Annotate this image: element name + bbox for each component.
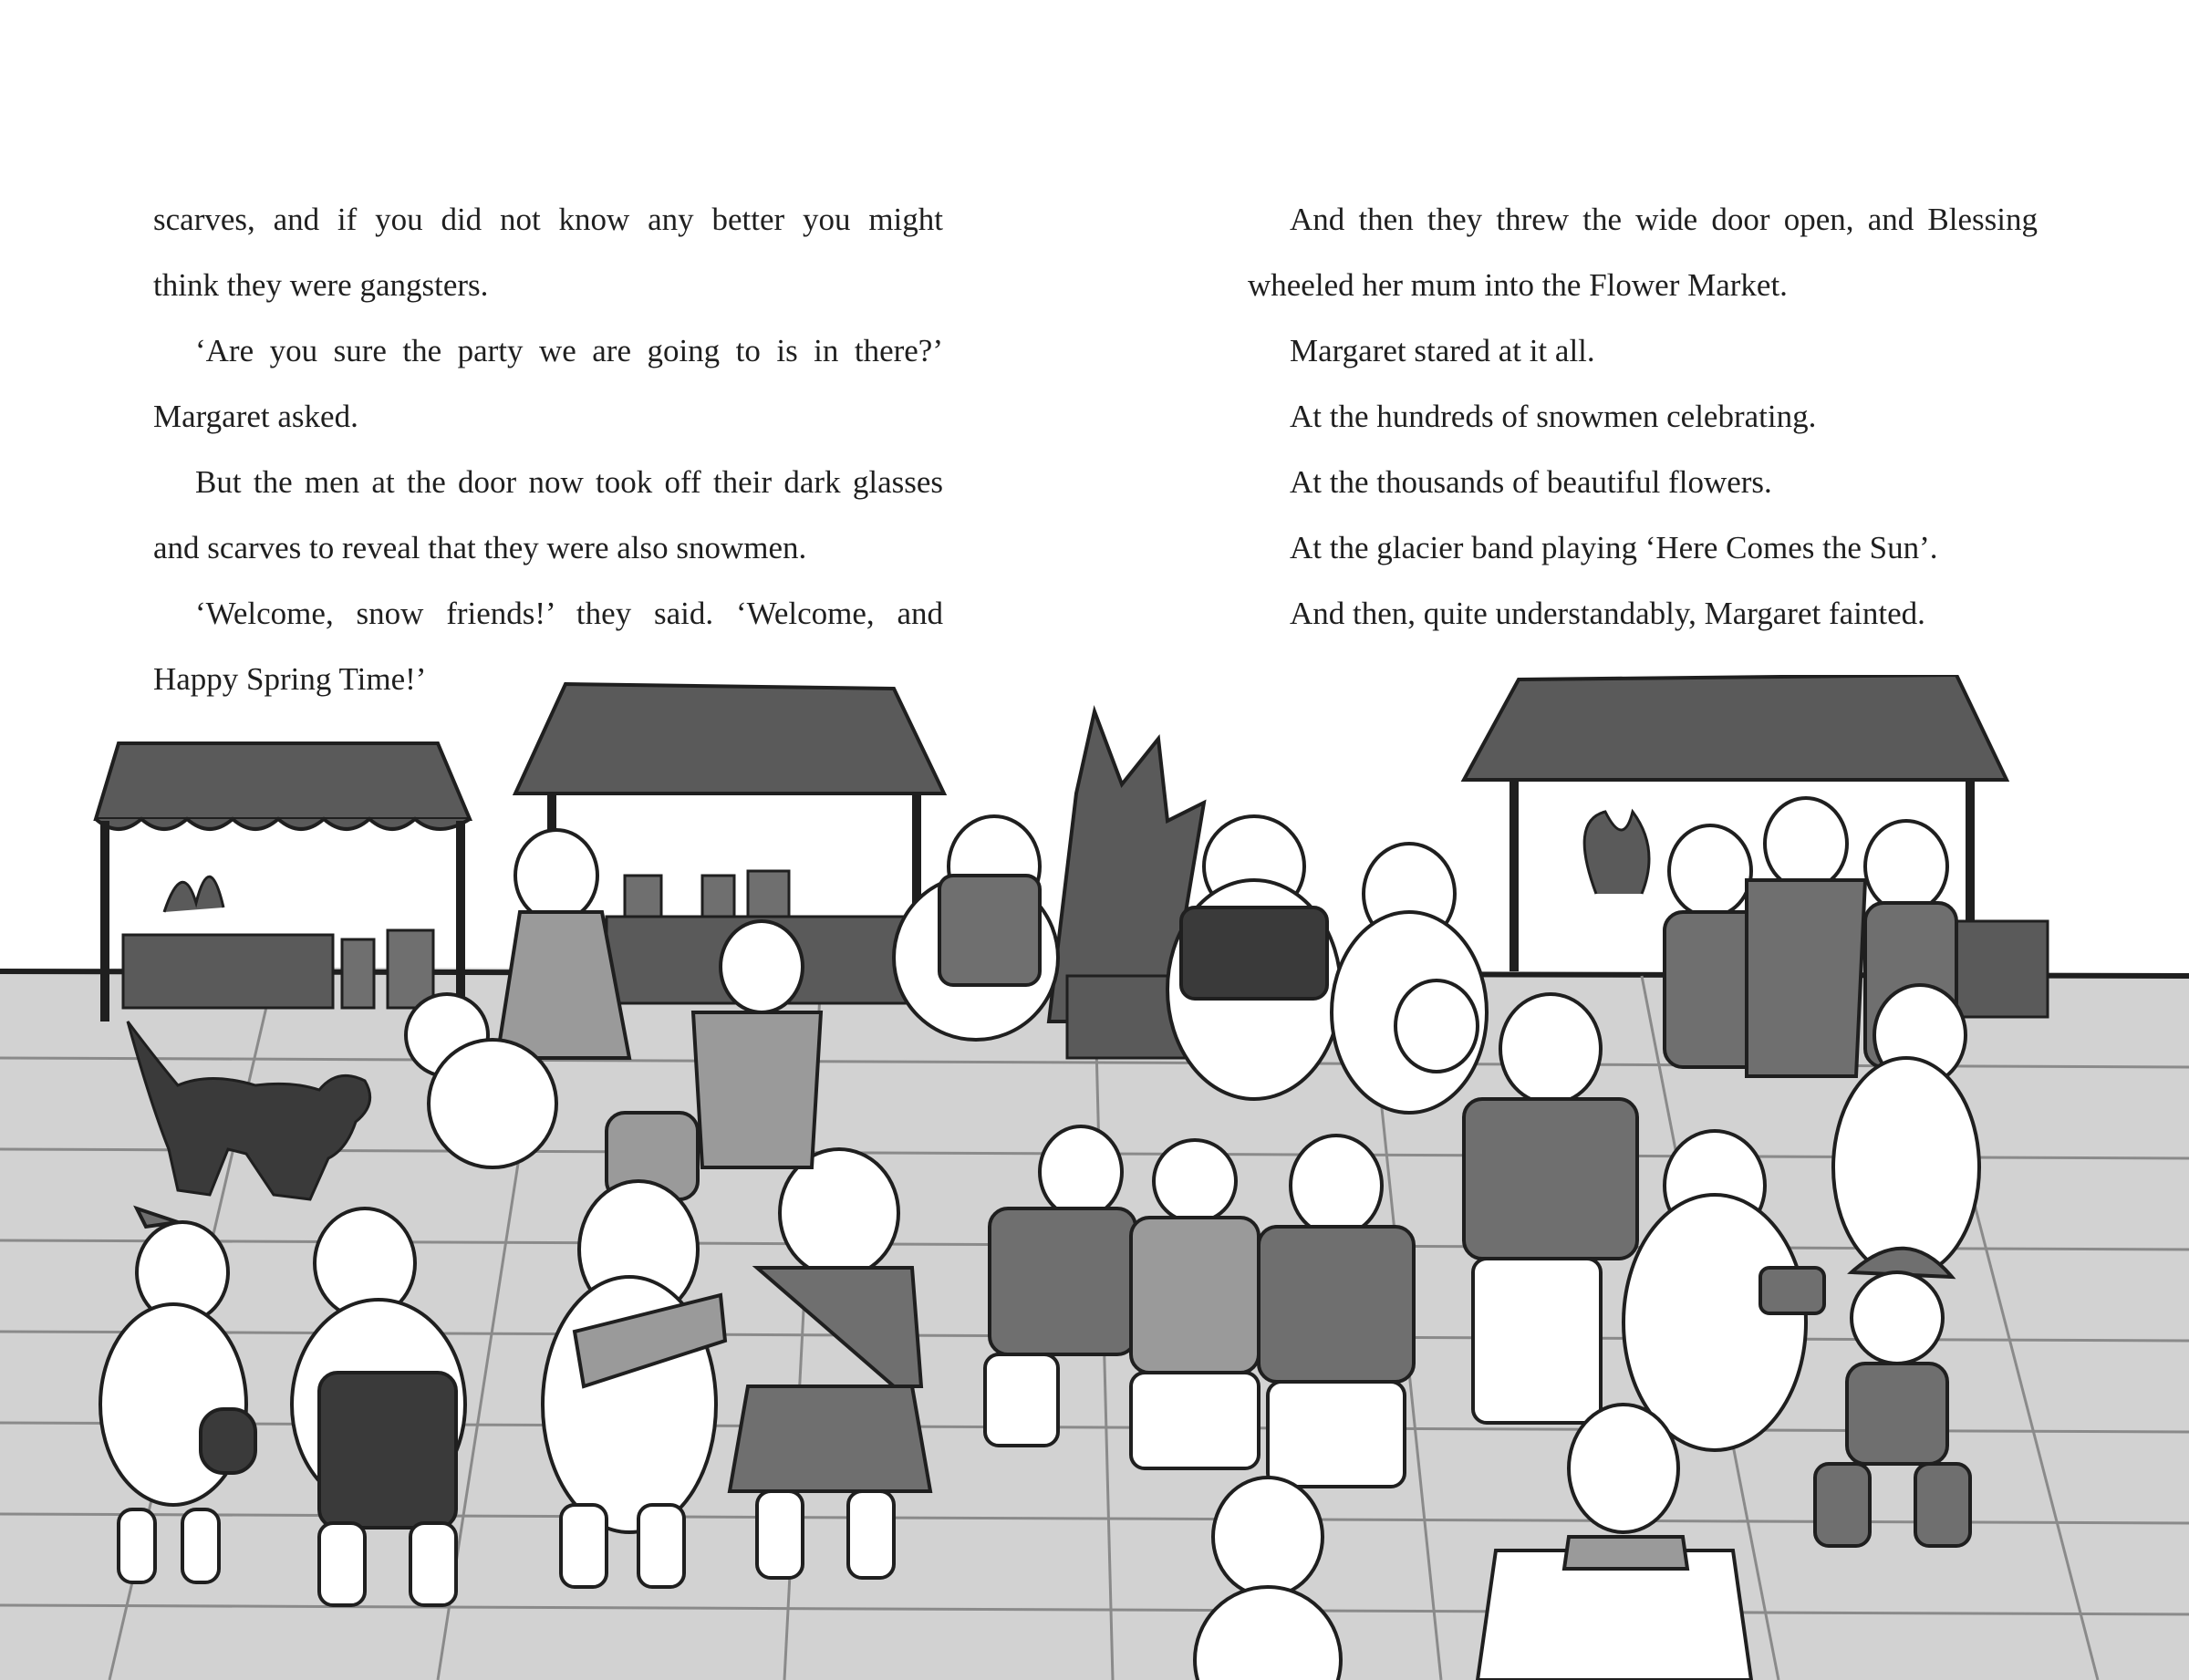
text-line: And then they threw the wide door open, and Blessing: [1290, 202, 2038, 237]
right-page-text: [1248, 187, 2038, 647]
text-line: and scarves to reveal that they were also snowmen.: [153, 530, 807, 565]
text-line: ‘Welcome, snow friends!’ they said. ‘Welcome, and: [195, 596, 943, 631]
text-line: Happy Spring Time!’: [153, 661, 427, 697]
text-line: think they were gangsters.: [153, 267, 489, 303]
text-line: wheeled her mum into the Flower Market.: [1248, 267, 1788, 303]
paragraph: At the thousands of beautiful flowers.: [1290, 464, 1772, 500]
paragraph: [153, 187, 943, 318]
text-line: But the men at the door now took off their dark glasses: [195, 464, 943, 500]
left-page-text: [153, 187, 943, 712]
market-illustration: [0, 675, 2189, 1680]
paragraph: And then, quite understandably, Margaret fainted.: [1290, 596, 1925, 631]
text-line: ‘Are you sure the party we are going to is in there?’: [195, 333, 943, 368]
paragraph: At the hundreds of snowmen celebrating.: [1290, 399, 1817, 434]
text-line: scarves, and if you did not know any better you might: [153, 202, 943, 237]
text-line: Margaret asked.: [153, 399, 358, 434]
paragraph: [1248, 187, 2038, 318]
flower-stall: [96, 743, 470, 1021]
paragraph: Margaret stared at it all.: [1290, 333, 1595, 368]
paragraph: [153, 450, 943, 581]
paragraph: At the glacier band playing ‘Here Comes the Sun’.: [1290, 530, 1938, 565]
paragraph: [153, 318, 943, 450]
